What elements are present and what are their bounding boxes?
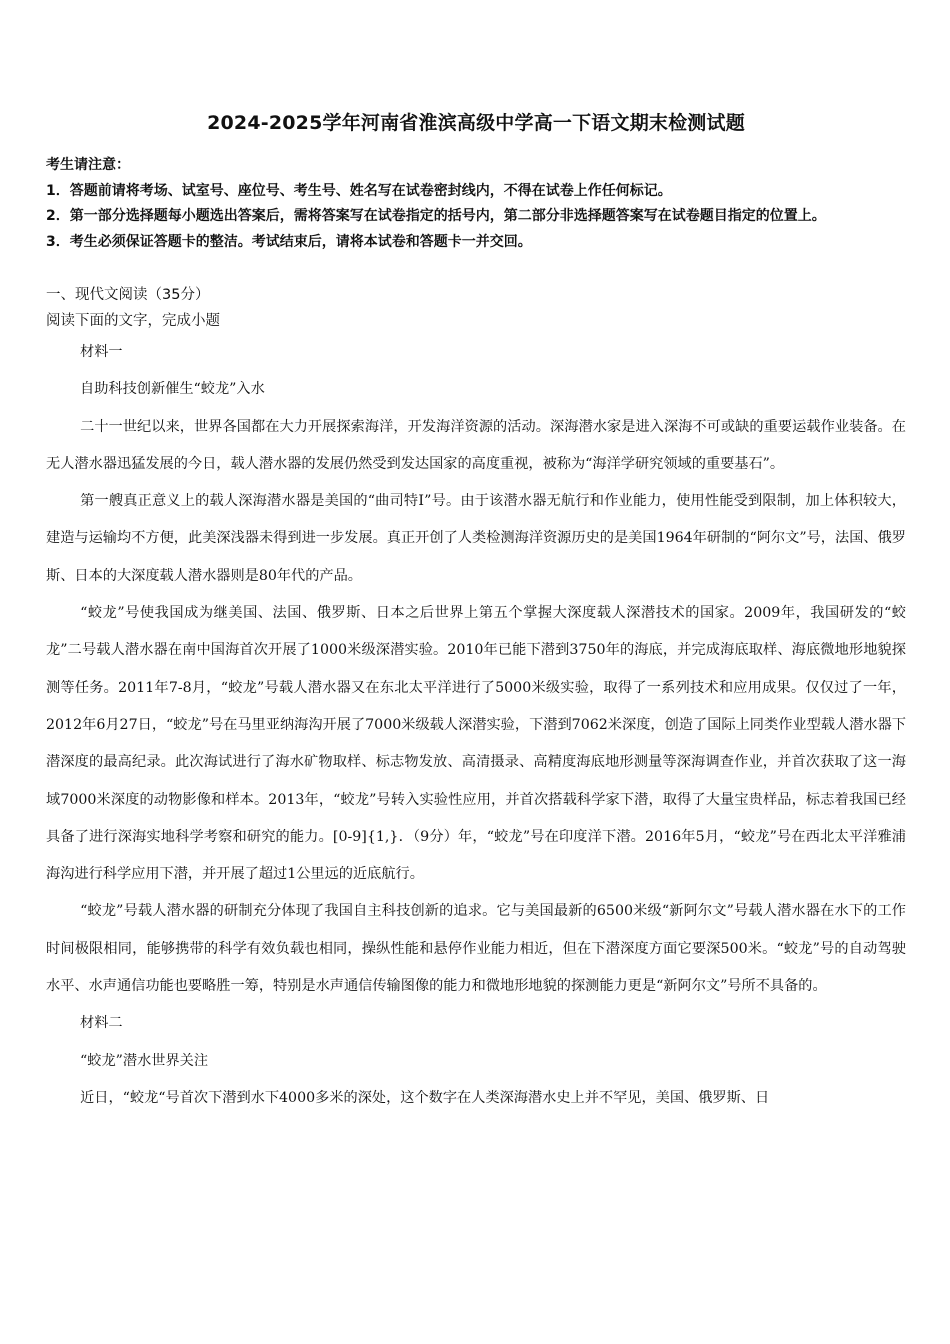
material-two [46, 1005, 906, 1117]
notice-item: 1．答题前请将考场、试室号、座位号、考生号、姓名写在试卷密封线内，不得在试卷上作任何标记。 [46, 182, 672, 199]
exam-notice [46, 153, 906, 255]
notice-item: 2．第一部分选择题每小题选出答案后，需将答案写在试卷指定的括号内，第二部分非选择题答案写在试卷题目指定的位置上。 [46, 208, 826, 224]
paragraph: “蛟龙”号载人潜水器的研制充分体现了我国自主科技创新的追求。它与美国最新的6500米级“新阿尔文”号载人潜水器在水下的工作时间极限相同，能够携带的科学有效负载也相同，操纵性能和悬停作业能力相近，但在下潜深度方面它要深500米。“蛟龙”号的自动驾驶水平、水声通信功能也要略胜一筹，特别是水声通信传输图像的能力和微地形地貌的探测能力更是“新阿尔文”号所不具备的。 [46, 903, 906, 995]
material-subtitle: “蛟龙”潜水世界关注 [80, 1052, 209, 1069]
paragraph: “蛟龙”号使我国成为继美国、法国、俄罗斯、日本之后世界上第五个掌握大深度载人深潜技术的国家。2009年，我国研发的“蛟龙”二号载人潜水器在南中国海首次开展了1000米级深潜实验。2010年已能下潜到3750年的海底，并完成海底取样、海底微地形地貌探测等任务。2011年7-8月，“蛟龙”号载人潜水器又在东北太平洋进行了5000米级实验，取得了一系列技术和应用成果。仅仅过了一年，2012年6月27日，“蛟龙”号在马里亚纳海沟开展了7000米级载人深潜实验，下潜到7062米深度，创造了国际上同类作业型载人潜水器下潜深度的最高纪录。此次海试进行了海水矿物取样、标志物发放、高清摄录、高精度海底地形测量等深海调查作业，并首次获取了这一海域7000米深度的动物影像和样本。2013年，“蛟龙”号转入实验性应用，并首次搭载科学家下潜，取得了大量宝贵样品，标志着我国已经具备了进行深海实地科学考察和研究的能力。[0-9]{1,}．（9分）年，“蛟龙”号在印度洋下潜。2016年5月，“蛟龙”号在西北太平洋雅浦海沟进行科学应用下潜，并开展了超过1公里远的近底航行。 [46, 605, 906, 883]
material-subtitle: 自助科技创新催生“蛟龙”入水 [80, 381, 265, 398]
notice-heading: 考生请注意： [46, 157, 130, 173]
material-one [46, 334, 906, 1005]
page-title: 2024-2025学年河南省淮滨高级中学高一下语文期末检测试题 [207, 112, 745, 134]
paragraph: 近日，“蛟龙“号首次下潜到水下4000多米的深处，这个数字在人类深海潜水史上并不罕见，美国、俄罗斯、日 [80, 1089, 770, 1106]
section-heading: 一、现代文阅读（35分） [46, 287, 210, 303]
paragraph: 第一艘真正意义上的载人深海潜水器是美国的“曲司特Ⅰ”号。由于该潜水器无航行和作业能力，使用性能受到限制，加上体积较大，建造与运输均不方便，此美深浅器未得到进一步发展。真正开创了人类检测海洋资源历史的是美国1964年研制的“阿尔文”号，法国、俄罗斯、日本的大深度载人潜水器则是80年代的产品。 [46, 493, 906, 584]
material-label: 材料一 [80, 344, 123, 360]
notice-item: 3．考生必须保证答题卡的整洁。考试结束后，请将本试卷和答题卡一并交回。 [46, 233, 532, 250]
paragraph: 二十一世纪以来，世界各国都在大力开展探索海洋，开发海洋资源的活动。深海潜水家是进入深海不可或缺的重要运载作业装备。在无人潜水器迅猛发展的今日，载人潜水器的发展仍然受到发达国家的高度重视，被称为“海洋学研究领域的重要基石”。 [46, 418, 906, 472]
document-page [46, 108, 906, 1117]
section-instruction: 阅读下面的文字，完成小题 [46, 313, 220, 329]
material-label: 材料二 [80, 1015, 123, 1032]
